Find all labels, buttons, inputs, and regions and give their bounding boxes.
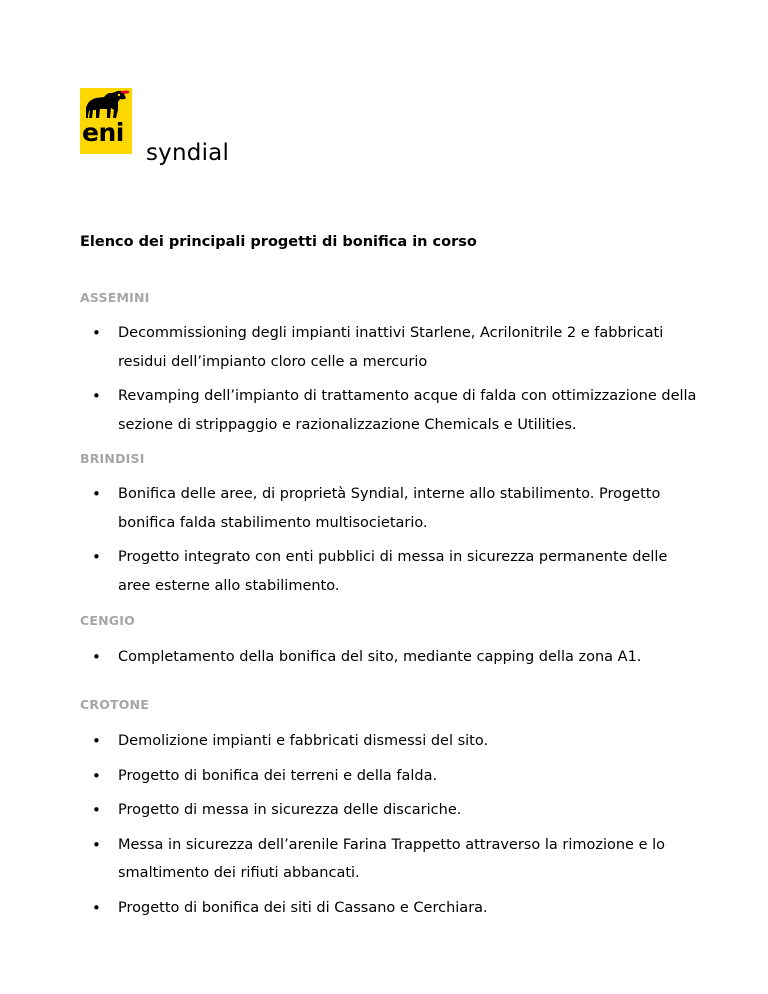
project-list bbox=[80, 319, 700, 439]
list-item: • Messa in sicurezza dell’arenile Farina Trappetto attraverso la rimozione e lo smaltimento dei rifiuti abbancati. bbox=[80, 831, 700, 888]
section-crotone bbox=[80, 697, 700, 928]
list-item: • Progetto integrato con enti pubblici di messa in sicurezza permanente delle aree esterne allo stabilimento. bbox=[80, 543, 700, 600]
company-logo bbox=[80, 88, 230, 178]
list-item: • Completamento della bonifica del sito, mediante capping della zona A1. bbox=[80, 643, 700, 672]
list-item: • Decommissioning degli impianti inattivi Starlene, Acrilonitrile 2 e fabbricati residui dell’impianto cloro celle a mercurio bbox=[80, 319, 700, 376]
document-title: Elenco dei principali progetti di bonifica in corso bbox=[80, 234, 477, 250]
project-list bbox=[80, 643, 700, 672]
list-item: • Progetto di messa in sicurezza delle discariche. bbox=[80, 796, 700, 825]
list-item: • Demolizione impianti e fabbricati dismessi del sito. bbox=[80, 727, 700, 756]
section-brindisi bbox=[80, 451, 700, 606]
list-item: • Progetto di bonifica dei siti di Cassano e Cerchiara. bbox=[80, 894, 700, 923]
eni-logo-mark bbox=[80, 88, 132, 154]
section-heading: ASSEMINI bbox=[80, 290, 150, 305]
list-item: • Revamping dell’impianto di trattamento acque di falda con ottimizzazione della sezione di strippaggio e razionalizzazione Chemicals e Utilities. bbox=[80, 382, 700, 439]
list-item: • Progetto di bonifica dei terreni e della falda. bbox=[80, 762, 700, 791]
section-assemini bbox=[80, 290, 700, 445]
project-list bbox=[80, 480, 700, 600]
six-legged-dog-icon bbox=[80, 88, 132, 122]
list-item: • Bonifica delle aree, di proprietà Syndial, interne allo stabilimento. Progetto bonifica falda stabilimento multisocietario. bbox=[80, 480, 700, 537]
logo-brand-text: syndial bbox=[146, 140, 230, 166]
section-cengio bbox=[80, 613, 700, 678]
section-heading: CROTONE bbox=[80, 697, 149, 712]
logo-mark-text: eni bbox=[82, 118, 124, 147]
project-list bbox=[80, 727, 700, 922]
section-heading: CENGIO bbox=[80, 613, 135, 628]
section-heading: BRINDISI bbox=[80, 451, 145, 466]
